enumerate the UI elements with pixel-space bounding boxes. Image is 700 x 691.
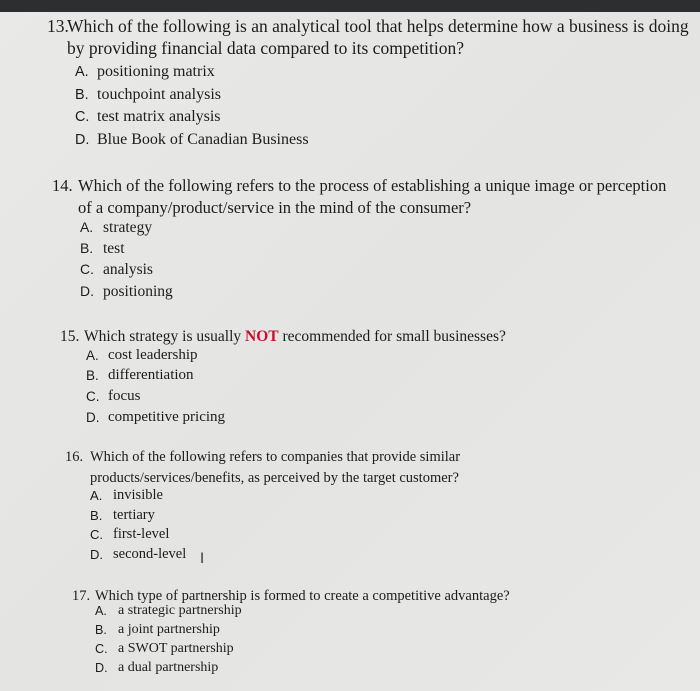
- option-text: first-level: [113, 526, 170, 543]
- option-letter: A.: [86, 347, 99, 363]
- question-text-line: Which of the following refers to companies that provide similar: [90, 449, 461, 466]
- question-number: 16.: [65, 449, 84, 466]
- question-number: 14.: [52, 175, 73, 195]
- question-number: 13.: [47, 16, 69, 37]
- question-text-part: Which strategy is usually: [84, 328, 245, 346]
- emphasis-not: NOT: [245, 328, 279, 346]
- option-letter: A.: [90, 487, 103, 503]
- option-letter: B.: [80, 240, 94, 257]
- question-number: 15.: [60, 328, 80, 346]
- option-text: test: [103, 240, 125, 258]
- option-text: competitive pricing: [108, 408, 226, 425]
- option-letter: D.: [95, 661, 108, 676]
- question-text-line: [84, 329, 506, 345]
- option-text: cost leadership: [108, 346, 198, 363]
- option-letter: B.: [90, 507, 103, 523]
- option-text: strategy: [103, 219, 153, 237]
- option-letter: D.: [86, 409, 100, 425]
- option-letter: B.: [95, 623, 107, 638]
- option-letter: B.: [75, 87, 89, 104]
- option-letter: C.: [90, 526, 104, 542]
- option-letter: A.: [75, 64, 89, 81]
- option-letter: C.: [80, 261, 94, 278]
- option-text: a strategic partnership: [118, 603, 242, 619]
- option-text: a joint partnership: [118, 622, 220, 638]
- option-text: second-level: [113, 546, 187, 563]
- option-letter: C.: [86, 388, 100, 404]
- question-text-line: Which type of partnership is formed to create a competitive advantage?: [95, 588, 510, 605]
- option-text: a SWOT partnership: [118, 641, 234, 657]
- option-text: a dual partnership: [118, 660, 219, 676]
- question-number: 17.: [72, 588, 91, 605]
- top-dark-bar: [0, 0, 700, 12]
- option-text: focus: [108, 387, 141, 404]
- option-text: differentiation: [108, 366, 194, 383]
- question-text-line: Which of the following refers to the process of establishing a unique image or perception: [78, 175, 667, 195]
- question-text-line: by providing financial data compared to its competition?: [67, 38, 465, 59]
- option-text: test matrix analysis: [97, 108, 221, 126]
- option-text: positioning matrix: [97, 63, 215, 81]
- option-letter: D.: [75, 132, 90, 149]
- option-text: analysis: [103, 261, 153, 279]
- option-text: Blue Book of Canadian Business: [97, 131, 309, 149]
- option-letter: B.: [86, 367, 99, 383]
- option-text: touchpoint analysis: [97, 86, 221, 104]
- option-letter: D.: [90, 546, 104, 562]
- option-text: invisible: [113, 487, 163, 504]
- question-text-part: recommended for small businesses?: [278, 328, 506, 346]
- option-text: tertiary: [113, 507, 155, 524]
- option-letter: C.: [75, 109, 90, 126]
- option-text: positioning: [103, 283, 173, 301]
- text-cursor-icon: I: [200, 551, 205, 567]
- option-letter: D.: [80, 283, 94, 300]
- question-text-line: Which of the following is an analytical tool that helps determine how a business is doing: [67, 16, 689, 37]
- question-text-line: products/services/benefits, as perceived by the target customer?: [90, 470, 459, 487]
- question-text-line: of a company/product/service in the mind of the consumer?: [78, 197, 472, 217]
- option-letter: A.: [80, 219, 94, 236]
- option-letter: C.: [95, 642, 108, 657]
- option-letter: A.: [95, 604, 107, 619]
